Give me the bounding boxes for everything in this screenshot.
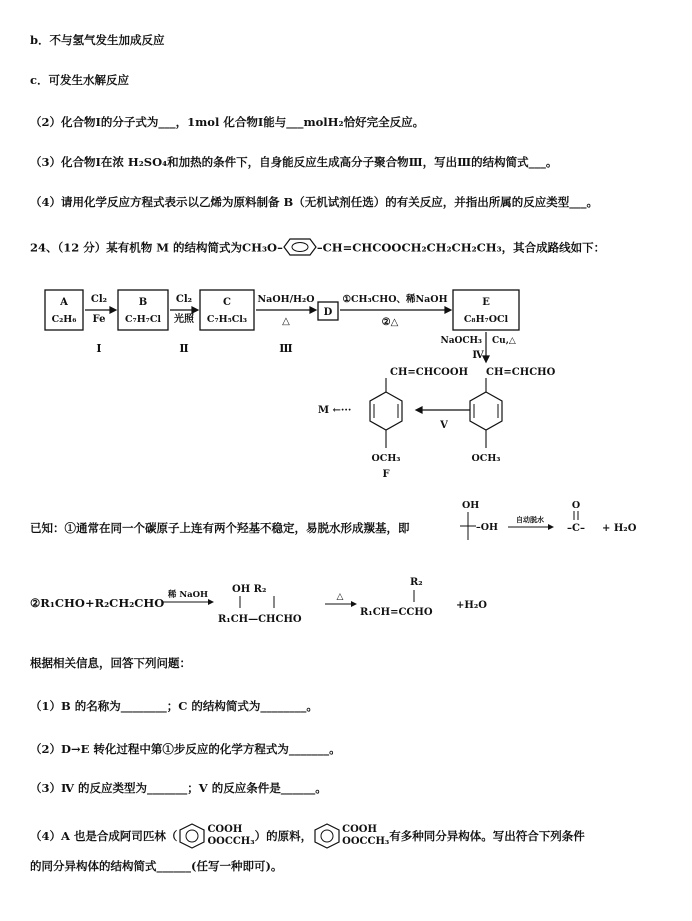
r1-bot: Fe	[92, 314, 106, 325]
known-1-text: 已知：①通常在同一个碳原子上连有两个羟基不稳定，易脱水形成羰基，即	[30, 521, 410, 535]
r4-bot: ②△	[381, 317, 399, 328]
r5-right: Cu,△	[492, 336, 516, 346]
step-I: Ⅰ	[96, 342, 102, 355]
box-D	[318, 302, 338, 320]
svg-text:OH: OH	[462, 500, 480, 511]
aspirin-oocch3-2: OOCCH₃	[342, 836, 390, 847]
svg-text:C₇H₅Cl₃: C₇H₅Cl₃	[206, 314, 248, 325]
r2-bot: 光照	[174, 314, 194, 325]
q4-part-b: ）的原料，	[254, 829, 313, 843]
r5-left: NaOCH₃	[440, 336, 482, 346]
r2-top: Cl₂	[175, 294, 193, 305]
q4-part-c: 有多种同分异构体。写出符合下列条件	[389, 829, 585, 843]
svg-text:D: D	[323, 307, 333, 318]
aspirin-structure	[177, 822, 254, 850]
box-A	[45, 290, 83, 330]
step-III: Ⅲ	[279, 342, 293, 355]
svg-text:F: F	[382, 469, 390, 480]
aspirin-cooh: COOH	[207, 824, 243, 835]
intro-part-a: 24、（12 分）某有机物 M 的结构简式为CH₃O–	[30, 240, 283, 255]
compound-F	[370, 367, 468, 480]
question-1: （1）B 的名称为________；C 的结构简式为________。	[30, 699, 318, 713]
svg-text:–OH: –OH	[476, 522, 499, 533]
known-2-text: ②R₁CHO+R₂CH₂CHO	[30, 596, 165, 610]
compound-aldehyde	[470, 367, 556, 464]
svg-text:R₁CH—CHCHO: R₁CH—CHCHO	[218, 614, 302, 625]
svg-text:C₈H₇OCl: C₈H₇OCl	[463, 314, 509, 325]
svg-text:C: C	[223, 297, 231, 308]
intro-part-b: –CH=CHCOOCH₂CH₂CH₂CH₃，其合成路线如下：	[316, 240, 606, 255]
svg-text:R₁CH=CCHO: R₁CH=CCHO	[360, 607, 433, 618]
question-2: （2）D→E 转化过程中第①步反应的化学方程式为_______。	[30, 742, 341, 756]
box-C	[200, 290, 254, 330]
aspirin-structure-2	[312, 822, 389, 850]
known-reaction-2	[162, 577, 487, 625]
svg-text:自动脱水: 自动脱水	[516, 515, 544, 524]
question-4	[30, 822, 585, 850]
question-23-part-3: （3）化合物Ⅰ在浓 H₂SO₄和加热的条件下，自身能反应生成高分子聚合物Ⅲ，写出Ⅲ的结构简式___。	[30, 155, 558, 169]
svg-text:+ H₂O: + H₂O	[602, 523, 637, 534]
svg-text:C₇H₇Cl: C₇H₇Cl	[124, 314, 162, 325]
option-b: b．不与氢气发生加成反应	[30, 33, 165, 47]
aspirin-cooh-2: COOH	[342, 824, 377, 835]
M-label: M ←···	[318, 405, 352, 416]
question-23-part-4: （4）请用化学反应方程式表示以乙烯为原料制备 B（无机试剂任选）的有关反应，并指出所属的反应类型___。	[30, 195, 598, 209]
option-c: c．可发生水解反应	[30, 73, 130, 87]
r1-top: Cl₂	[90, 294, 108, 305]
svg-text:–C–: –C–	[567, 523, 585, 534]
step-V: Ⅴ	[440, 420, 448, 431]
svg-text:B: B	[138, 297, 148, 308]
r3-top: NaOH/H₂O	[257, 294, 315, 305]
svg-text:E: E	[482, 297, 490, 308]
svg-text:OCH₃: OCH₃	[471, 453, 501, 464]
svg-text:A: A	[60, 297, 68, 308]
svg-text:OCH₃: OCH₃	[371, 453, 401, 464]
box-B	[118, 290, 168, 330]
question-3: （3）Ⅳ 的反应类型为_______；Ⅴ 的反应条件是______。	[30, 781, 327, 795]
box-E	[453, 290, 519, 330]
q4-part-a: （4）A 也是合成阿司匹林（	[30, 829, 178, 843]
step-II: Ⅱ	[179, 342, 189, 355]
question-4-tail: 的同分异构体的结构简式______(任写一种即可)。	[30, 859, 283, 873]
svg-text:OH R₂: OH R₂	[232, 584, 267, 595]
benzene-ring-icon	[177, 822, 207, 850]
svg-text:CH=CHCOOH: CH=CHCOOH	[390, 367, 469, 378]
svg-text:稀 NaOH: 稀 NaOH	[167, 590, 209, 600]
questions-lead: 根据相关信息，回答下列问题：	[30, 656, 191, 670]
svg-text:△: △	[336, 592, 344, 602]
aspirin-oocch3: OOCCH₃	[207, 836, 255, 847]
svg-text:O: O	[571, 500, 581, 511]
known-reaction-1	[460, 500, 637, 540]
r4-top: ①CH₃CHO、稀NaOH	[342, 294, 448, 305]
benzene-ring-icon	[312, 822, 342, 850]
svg-text:CH=CHCHO: CH=CHCHO	[486, 367, 556, 378]
svg-text:+H₂O: +H₂O	[456, 600, 487, 611]
svg-text:R₂: R₂	[410, 577, 423, 588]
step-IV: Ⅳ	[472, 350, 484, 361]
r3-bot: △	[282, 316, 290, 327]
question-23-part-2: （2）化合物Ⅰ的分子式为___，1mol 化合物Ⅰ能与___molH₂恰好完全反应。	[30, 115, 425, 129]
svg-text:C₂H₆: C₂H₆	[51, 314, 77, 325]
